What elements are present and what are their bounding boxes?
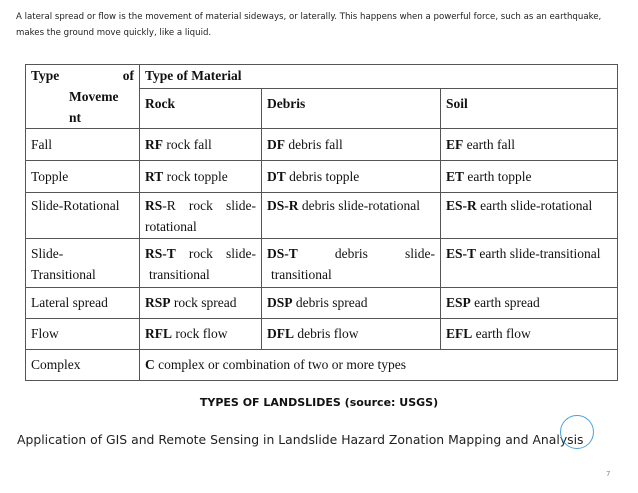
header-line-2: Moveme [69, 89, 119, 104]
rock-cell [140, 288, 262, 319]
debris-cell [262, 239, 441, 288]
type-of-movement-header [26, 65, 140, 129]
rock-code: RS [145, 198, 163, 213]
soil-text: earth slide-transitional [479, 246, 601, 261]
soil-cell [441, 129, 618, 161]
debris-code: DT [267, 169, 286, 184]
slide-subtitle: Application of GIS and Remote Sensing in Landslide Hazard Zonation Mapping and Analysis [17, 432, 584, 447]
table-row [26, 161, 618, 193]
debris-text: debris flow [297, 326, 359, 341]
table-row [26, 350, 618, 381]
landslide-types-table [25, 64, 618, 381]
movement-line-2: Transitional [31, 267, 96, 282]
movement-cell: Fall [26, 129, 140, 161]
intro-paragraph [16, 9, 626, 41]
soil-code: ET [446, 169, 465, 184]
rock-text: rock fall [166, 137, 212, 152]
page-number: 7 [606, 470, 611, 478]
intro-line-1: A lateral spread or flow is the movement of material sideways, or laterally. This happens when a powerful force, such as an earthquake, [16, 12, 602, 22]
rock-cell [140, 193, 262, 239]
rock-cell [140, 239, 262, 288]
complex-text: complex or combination of two or more types [158, 357, 406, 372]
soil-text: earth flow [475, 326, 531, 341]
rock-code: RS-T [145, 246, 176, 261]
table-row [26, 129, 618, 161]
debris-cell [262, 129, 441, 161]
rock-code: RT [145, 169, 164, 184]
debris-code: DS-R [267, 198, 299, 213]
rock-text: rock flow [175, 326, 228, 341]
rock-text-1: rock slide- [188, 246, 256, 261]
complex-code: C [145, 357, 155, 372]
rock-text-1: -R rock slide- [162, 198, 256, 213]
header-line-3: nt [69, 110, 82, 125]
rock-text: rock topple [166, 169, 228, 184]
debris-code: DFL [267, 326, 294, 341]
debris-code: DSP [267, 295, 293, 310]
debris-code: DS-T [267, 246, 298, 261]
movement-cell: Topple [26, 161, 140, 193]
column-header-soil: Soil [441, 89, 618, 129]
soil-cell [441, 239, 618, 288]
rock-cell [140, 319, 262, 350]
debris-text-2: transitional [271, 267, 332, 282]
header-word-type: Type [31, 68, 60, 83]
table-row [26, 193, 618, 239]
table-caption: TYPES OF LANDSLIDES (source: USGS) [199, 396, 439, 409]
soil-text: earth spread [474, 295, 540, 310]
rock-code: RF [145, 137, 163, 152]
table-row [26, 319, 618, 350]
debris-text-1a: debris [334, 246, 368, 261]
debris-text: debris slide-rotational [301, 198, 420, 213]
soil-code: ES-R [446, 198, 477, 213]
soil-cell [441, 319, 618, 350]
column-header-rock: Rock [140, 89, 262, 129]
circle-decoration-icon [560, 415, 594, 449]
debris-cell [262, 193, 441, 239]
rock-text: rock spread [173, 295, 237, 310]
soil-code: ESP [446, 295, 471, 310]
soil-code: ES-T [446, 246, 477, 261]
soil-code: EFL [446, 326, 473, 341]
movement-cell: Slide-Rotational [26, 193, 140, 239]
soil-text: earth slide-rotational [480, 198, 593, 213]
soil-cell [441, 161, 618, 193]
debris-text: debris spread [295, 295, 368, 310]
header-word-of: of [122, 68, 134, 83]
debris-cell [262, 161, 441, 193]
debris-cell [262, 319, 441, 350]
rock-cell [140, 129, 262, 161]
rock-code: RSP [145, 295, 171, 310]
soil-text: earth topple [467, 169, 532, 184]
rock-cell [140, 161, 262, 193]
soil-code: EF [446, 137, 464, 152]
header-row [26, 65, 618, 89]
type-of-material-header: Type of Material [140, 65, 618, 89]
complex-cell [140, 350, 618, 381]
rock-text-2: transitional [149, 267, 210, 282]
movement-cell: Flow [26, 319, 140, 350]
rock-code: RFL [145, 326, 172, 341]
movement-cell: Lateral spread [26, 288, 140, 319]
movement-cell: Complex [26, 350, 140, 381]
intro-line-2: makes the ground move quickly, like a liquid. [16, 28, 212, 38]
debris-code: DF [267, 137, 285, 152]
debris-text: debris topple [289, 169, 360, 184]
movement-cell [26, 239, 140, 288]
soil-text: earth fall [466, 137, 515, 152]
debris-cell [262, 288, 441, 319]
column-header-debris: Debris [262, 89, 441, 129]
movement-line-1: Slide- [31, 246, 64, 261]
rock-text-2: rotational [145, 219, 197, 234]
debris-text-1b: slide- [405, 246, 436, 261]
soil-cell [441, 288, 618, 319]
soil-cell [441, 193, 618, 239]
table-row [26, 288, 618, 319]
debris-text: debris fall [288, 137, 343, 152]
table-row [26, 239, 618, 288]
